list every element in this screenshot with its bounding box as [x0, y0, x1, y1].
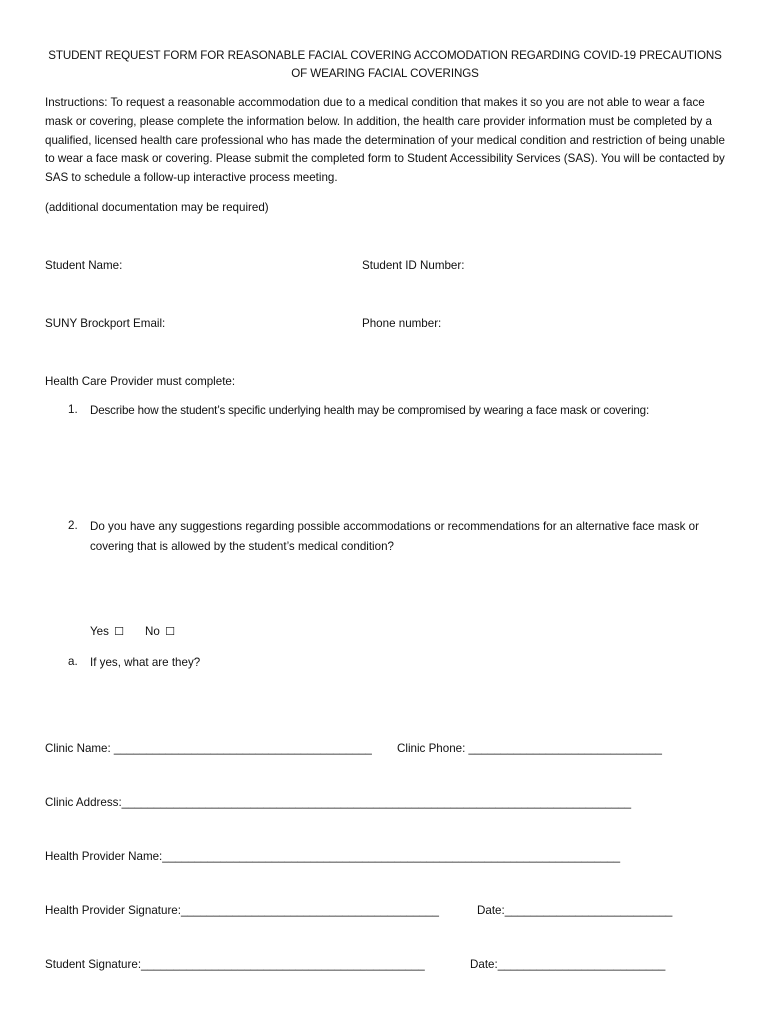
student-name-label[interactable]: Student Name:	[45, 259, 123, 272]
question-1-number: 1.	[68, 403, 78, 416]
additional-documentation-note: (additional documentation may be required)	[45, 201, 269, 214]
provider-section-heading: Health Care Provider must complete:	[45, 375, 236, 388]
question-1-text: Describe how the student’s specific underlying health may be compromised by wearing a face mask or covering:	[90, 404, 650, 417]
no-checkbox[interactable]: ☐	[165, 625, 175, 638]
student-phone-label[interactable]: Phone number:	[362, 317, 442, 330]
student-email-label[interactable]: SUNY Brockport Email:	[45, 317, 166, 330]
instructions-paragraph: Instructions: To request a reasonable accommodation due to a medical condition that makes it so you are not able to wear a face mask or covering, please complete the information below. In addition, the health care provider information must be completed by a qualified, licensed health care professional who has made the determination of your medical condition and restriction of being unable to wear a face mask or covering. Please submit the completed form to Student Accessibility Services (SAS). You will be contacted by SAS to schedule a follow-up interactive process meeting.	[45, 96, 725, 185]
form-title-line1: STUDENT REQUEST FORM FOR REASONABLE FACIAL COVERING ACCOMODATION REGARDING COVID-19 PRECAUTIONS	[48, 49, 722, 62]
sub-question-a-text: If yes, what are they?	[90, 656, 201, 669]
question-2-text: Do you have any suggestions regarding possible accommodations or recommendations for an alternative face mask or covering that is allowed by the student’s medical condition?	[90, 520, 699, 553]
yes-checkbox[interactable]: ☐	[114, 625, 125, 638]
sub-question-a-letter: a.	[68, 655, 78, 668]
question-2	[0, 517, 770, 559]
sub-question-a	[0, 653, 770, 675]
student-id-label[interactable]: Student ID Number:	[362, 259, 465, 272]
clinic-phone-field[interactable]: Clinic Phone: ______________________________	[397, 742, 662, 755]
yes-option[interactable]	[90, 623, 124, 641]
provider-name-field[interactable]: Health Provider Name:_______________________________________________________________________	[45, 850, 621, 863]
form-title-line2: OF WEARING FACIAL COVERINGS	[291, 67, 479, 80]
student-signature-field[interactable]: Student Signature:____________________________________________	[45, 958, 425, 971]
no-option[interactable]	[145, 623, 175, 641]
question-1	[0, 401, 770, 423]
clinic-address-field[interactable]: Clinic Address:_______________________________________________________________________________	[45, 796, 632, 809]
provider-signature-field[interactable]: Health Provider Signature:________________________________________	[45, 904, 439, 917]
no-label: No	[145, 625, 160, 638]
question-2-number: 2.	[68, 519, 78, 532]
form-title	[40, 47, 730, 83]
yes-label: Yes	[90, 625, 109, 638]
provider-date-field[interactable]: Date:__________________________	[477, 904, 673, 917]
clinic-name-field[interactable]: Clinic Name: ________________________________________	[45, 742, 372, 755]
student-date-field[interactable]: Date:__________________________	[470, 958, 666, 971]
